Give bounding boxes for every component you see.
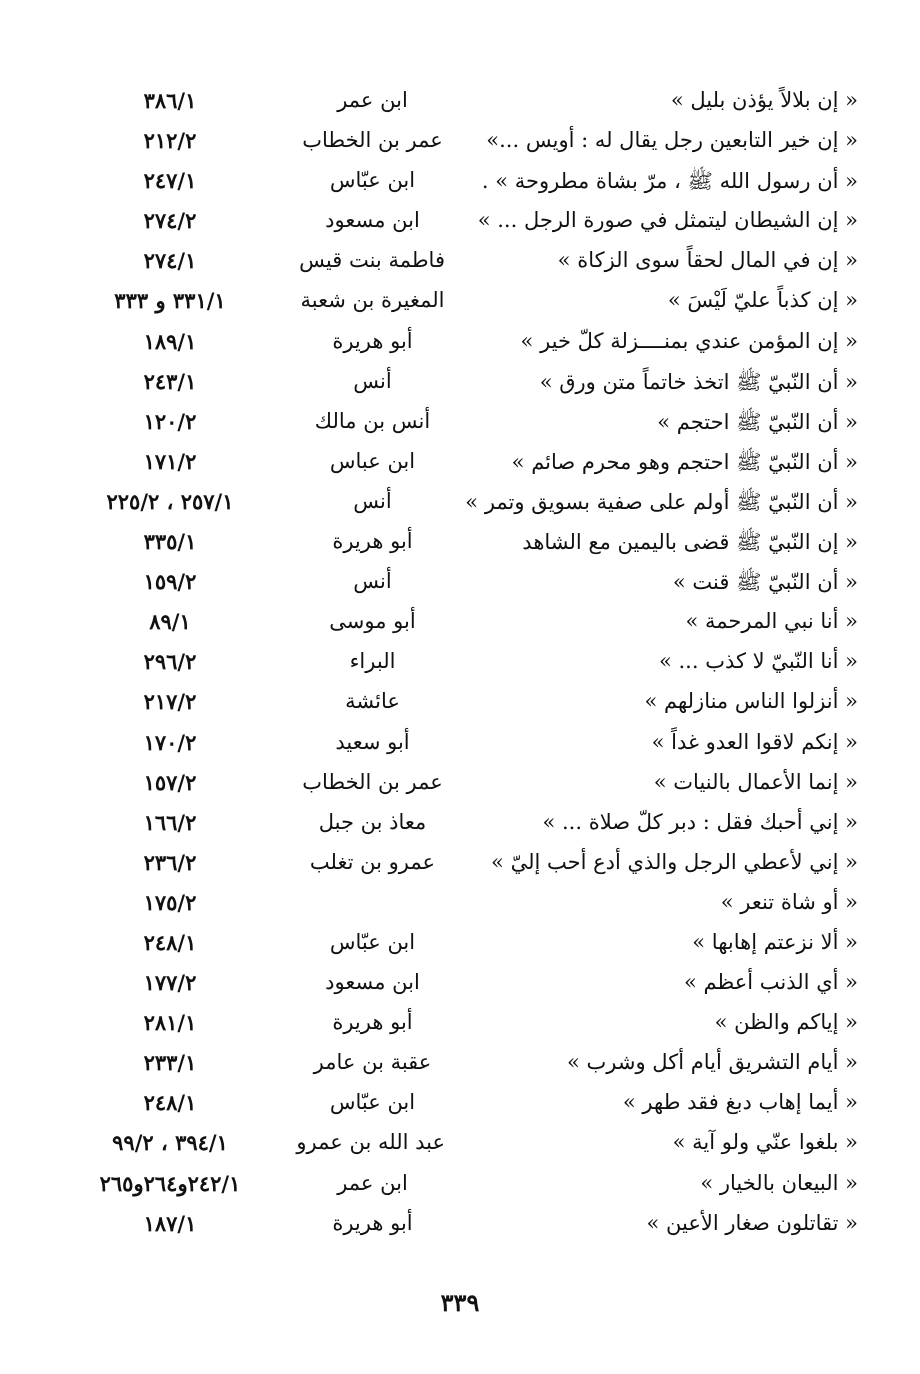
narrator-name: عمر بن الخطاب bbox=[302, 128, 443, 153]
narrator-name: أنس bbox=[353, 569, 392, 594]
volume-page-reference: ٢٤٨/١ bbox=[143, 1090, 197, 1116]
index-row bbox=[0, 242, 920, 282]
narrator-name: عبد الله بن عمرو bbox=[296, 1130, 445, 1155]
index-row bbox=[0, 844, 920, 884]
hadith-text: « أيما إهاب دبغ فقد طهر » bbox=[622, 1090, 858, 1115]
hadith-text: « البيعان بالخيار » bbox=[700, 1170, 858, 1195]
hadith-text: « أن رسول الله ﷺ ، مرّ بشاة مطروحة » . bbox=[481, 169, 858, 194]
narrator-name: عمر بن الخطاب bbox=[302, 769, 443, 794]
hadith-text: « بلغوا عنّي ولو آية » bbox=[672, 1130, 858, 1155]
hadith-text: « أنزلوا الناس منازلهم » bbox=[644, 689, 858, 714]
narrator-name: ابن مسعود bbox=[325, 970, 420, 995]
index-row bbox=[0, 924, 920, 964]
volume-page-reference: ١٦٦/٢ bbox=[143, 809, 197, 835]
index-row bbox=[0, 323, 920, 363]
hadith-text: « أي الذنب أعظم » bbox=[684, 970, 858, 995]
volume-page-reference: ٢٣٦/٢ bbox=[143, 849, 197, 875]
index-row bbox=[0, 1004, 920, 1044]
hadith-text: « إن في المال لحقاً سوى الزكاة » bbox=[557, 248, 858, 273]
index-row bbox=[0, 643, 920, 683]
narrator-name: ابن مسعود bbox=[325, 208, 420, 233]
hadith-text: « إن كذباً عليّ لَيْسَ » bbox=[667, 288, 858, 313]
volume-page-reference: ٢٨١/١ bbox=[143, 1010, 197, 1036]
narrator-name: أنس بن مالك bbox=[314, 408, 431, 433]
index-row bbox=[0, 764, 920, 804]
index-row bbox=[0, 282, 920, 322]
narrator-name: ابن عبّاس bbox=[329, 1090, 416, 1115]
hadith-text: « إن النّبيّ ﷺ قضى باليمين مع الشاهد bbox=[522, 530, 858, 555]
hadith-text: « إن خير التابعين رجل يقال له : أويس ...» bbox=[486, 128, 858, 153]
volume-page-reference: ١٧١/٢ bbox=[143, 448, 197, 474]
hadith-text: « تقاتلون صغار الأعين » bbox=[646, 1210, 858, 1235]
volume-page-reference: ٣٣١/١ و ٣٣٣ bbox=[114, 288, 226, 314]
volume-page-reference: ٢١٢/٢ bbox=[143, 128, 197, 154]
narrator-name: ابن عمر bbox=[337, 88, 408, 112]
index-row bbox=[0, 1205, 920, 1245]
index-row bbox=[0, 363, 920, 403]
index-row bbox=[0, 724, 920, 764]
volume-page-reference: ٢٣٣/١ bbox=[143, 1050, 197, 1076]
volume-page-reference: ١٧٥/٢ bbox=[143, 889, 197, 915]
hadith-text: « إني أحبك فقل : دبر كلّ صلاة ... » bbox=[542, 809, 858, 834]
volume-page-reference: ٣٩٤/١ ، ٩٩/٢ bbox=[112, 1130, 228, 1156]
narrator-name: فاطمة بنت قيس bbox=[299, 248, 445, 273]
index-row bbox=[0, 1124, 920, 1164]
volume-page-reference: ٣٨٦/١ bbox=[143, 88, 197, 113]
narrator-name: أبو سعيد bbox=[335, 729, 410, 754]
index-row bbox=[0, 82, 920, 122]
narrator-name: المغيرة بن شعبة bbox=[300, 288, 445, 313]
volume-page-reference: ٢٧٤/١ bbox=[143, 248, 197, 274]
hadith-text: « إن المؤمن عندي بمنــــزلة كلّ خير » bbox=[520, 328, 858, 353]
volume-page-reference: ١٨٩/١ bbox=[143, 328, 197, 354]
index-row bbox=[0, 1165, 920, 1205]
narrator-name: ابن عبّاس bbox=[329, 929, 416, 954]
narrator-name: ابن عمر bbox=[337, 1170, 408, 1195]
hadith-text: « أنا نبي المرحمة » bbox=[685, 609, 858, 634]
index-row bbox=[0, 884, 920, 924]
hadith-text: « أن النّبيّ ﷺ قنت » bbox=[672, 570, 858, 595]
volume-page-reference: ١٥٩/٢ bbox=[143, 569, 197, 595]
hadith-text: « أن النّبيّ ﷺ احتجم » bbox=[657, 409, 858, 434]
narrator-name: ابن عباس bbox=[329, 448, 416, 473]
narrator-name: أنس bbox=[353, 368, 392, 393]
index-row bbox=[0, 403, 920, 443]
index-row bbox=[0, 443, 920, 483]
volume-page-reference: ٢٤٧/١ bbox=[143, 168, 197, 194]
hadith-text: « إنكم لاقوا العدو غداً » bbox=[651, 729, 858, 754]
hadith-text: « أو شاة تنعر » bbox=[720, 889, 858, 914]
narrator-name: أبو هريرة bbox=[332, 328, 413, 353]
volume-page-reference: ٢٩٦/٢ bbox=[143, 649, 197, 675]
narrator-name: أنس bbox=[353, 488, 392, 513]
hadith-text: « إن بلالاً يؤذن بليل » bbox=[670, 88, 858, 112]
volume-page-reference: ٨٩/١ bbox=[149, 609, 191, 635]
index-row bbox=[0, 1044, 920, 1084]
hadith-text: « إياكم والظن » bbox=[714, 1010, 858, 1035]
volume-page-reference: ١٢٠/٢ bbox=[143, 408, 197, 434]
index-row bbox=[0, 122, 920, 162]
index-row bbox=[0, 603, 920, 643]
index-row bbox=[0, 964, 920, 1004]
index-row bbox=[0, 202, 920, 242]
volume-page-reference: ٢٤٨/١ bbox=[143, 929, 197, 955]
volume-page-reference: ٢٧٤/٢ bbox=[143, 208, 197, 234]
page-number: ٣٣٩ bbox=[440, 1288, 480, 1317]
index-row bbox=[0, 162, 920, 202]
hadith-text: « أن النّبيّ ﷺ احتجم وهو محرم صائم » bbox=[511, 449, 858, 474]
index-row bbox=[0, 563, 920, 603]
hadith-text: « ألا نزعتم إهابها » bbox=[692, 929, 858, 954]
hadith-text: « إني لأعطي الرجل والذي أدع أحب إليّ » bbox=[491, 849, 858, 874]
index-row bbox=[0, 683, 920, 723]
volume-page-reference: ١٥٧/٢ bbox=[143, 769, 197, 795]
narrator-name: ابن عبّاس bbox=[329, 168, 416, 193]
volume-page-reference: ١٨٧/١ bbox=[143, 1210, 197, 1236]
volume-page-reference: ٢٤٣/١ bbox=[143, 368, 197, 394]
index-row bbox=[0, 804, 920, 844]
volume-page-reference: ١٧٠/٢ bbox=[143, 729, 197, 755]
narrator-name: أبو هريرة bbox=[332, 1010, 413, 1035]
narrator-name: عقبة بن عامر bbox=[313, 1050, 432, 1075]
narrator-name: البراء bbox=[349, 649, 396, 674]
index-row bbox=[0, 483, 920, 523]
hadith-text: « أيام التشريق أيام أكل وشرب » bbox=[567, 1050, 858, 1075]
narrator-name: أبو هريرة bbox=[332, 1210, 413, 1235]
volume-page-reference: ٣٣٥/١ bbox=[143, 529, 197, 555]
hadith-index-table bbox=[0, 82, 920, 1245]
volume-page-reference: ٢٤٢/١و٢٦٤و٢٦٥ bbox=[99, 1170, 241, 1196]
narrator-name: أبو موسى bbox=[329, 609, 416, 634]
hadith-text: « أنا النّبيّ لا كذب ... » bbox=[658, 649, 858, 674]
volume-page-reference: ٢٥٧/١ ، ٢٢٥/٢ bbox=[106, 488, 234, 514]
volume-page-reference: ١٧٧/٢ bbox=[143, 970, 197, 996]
narrator-name: أبو هريرة bbox=[332, 529, 413, 554]
narrator-name: معاذ بن جبل bbox=[318, 809, 427, 834]
index-row bbox=[0, 523, 920, 563]
hadith-text: « إنما الأعمال بالنيات » bbox=[653, 769, 858, 794]
hadith-text: « أن النّبيّ ﷺ اتخذ خاتماً متن ورق » bbox=[539, 369, 858, 394]
hadith-text: « أن النّبيّ ﷺ أولم على صفية بسويق وتمر » bbox=[465, 489, 858, 514]
volume-page-reference: ٢١٧/٢ bbox=[143, 689, 197, 715]
narrator-name: عمرو بن تغلب bbox=[309, 849, 436, 874]
narrator-name: عائشة bbox=[345, 689, 400, 714]
hadith-text: « إن الشيطان ليتمثل في صورة الرجل ... » bbox=[477, 208, 858, 233]
index-row bbox=[0, 1084, 920, 1124]
